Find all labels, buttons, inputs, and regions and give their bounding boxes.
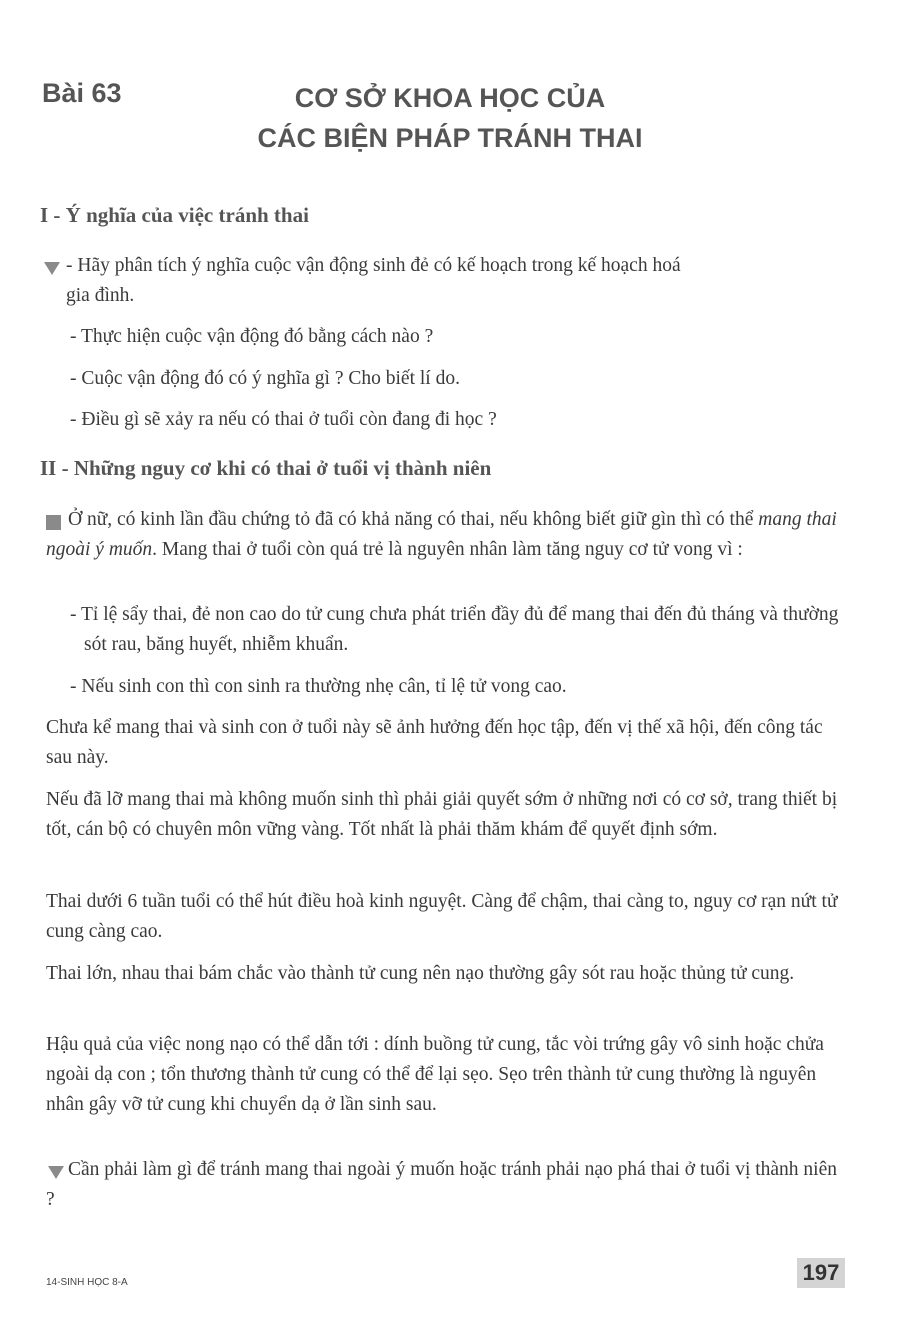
book-label: 14-SINH HỌC 8-A — [46, 1277, 128, 1288]
section2-intro: Ở nữ, có kinh lần đầu chứng tỏ đã có khả năng có thai, nếu không biết giữ gìn thì có thể mang thai ngoài ý muốn. Mang thai ở tuổi còn quá trẻ là nguyên nhân làm tăng nguy cơ tử vong vì : — [46, 509, 837, 560]
section2-heading: II - Những nguy cơ khi có thai ở tuổi vị thành niên — [40, 456, 492, 480]
section2-paragraph: Nếu đã lỡ mang thai mà không muốn sinh thì phải giải quyết sớm ở những nơi có cơ sở, trang thiết bị tốt, cán bộ có chuyên môn vững vàng. Tốt nhất là phải thăm khám để quyết định sớm. — [46, 789, 838, 840]
section2-paragraph: Thai dưới 6 tuần tuổi có thể hút điều hoà kinh nguyệt. Càng để chậm, thai càng to, nguy cơ rạn nứt tử cung càng cao. — [46, 891, 838, 942]
section1-question-line2: gia đình. — [66, 285, 135, 306]
lesson-title-line2: CÁC BIỆN PHÁP TRÁNH THAI — [257, 123, 643, 153]
section1-subquestion: - Cuộc vận động đó có ý nghĩa gì ? Cho biết lí do. — [70, 368, 460, 389]
emphasis-unwanted-pregnancy: mang thai ngoài ý muốn — [46, 509, 837, 560]
down-triangle-icon — [44, 262, 60, 275]
lesson-title — [200, 78, 700, 158]
section1-heading: I - Ý nghĩa của việc tránh thai — [40, 203, 309, 227]
section1-subquestion: - Điều gì sẽ xảy ra nếu có thai ở tuổi còn đang đi học ? — [70, 409, 497, 430]
lesson-title-line1: CƠ SỞ KHOA HỌC CỦA — [294, 83, 606, 113]
section1-question-line1: - Hãy phân tích ý nghĩa cuộc vận động sinh đẻ có kế hoạch trong kế hoạch hoá — [66, 255, 681, 276]
section2-paragraph: Chưa kể mang thai và sinh con ở tuổi này sẽ ảnh hưởng đến học tập, đến vị thế xã hội, đến công tác sau này. — [46, 717, 823, 768]
section1-subquestion: - Thực hiện cuộc vận động đó bằng cách nào ? — [70, 326, 434, 347]
lesson-number: Bài 63 — [42, 78, 122, 108]
section2-bullet: - Nếu sinh con thì con sinh ra thường nhẹ cân, tỉ lệ tử vong cao. — [70, 676, 567, 697]
section2-paragraph: Thai lớn, nhau thai bám chắc vào thành tử cung nên nạo thường gây sót rau hoặc thủng tử cung. — [46, 963, 795, 984]
section2-paragraph: Hậu quả của việc nong nạo có thể dẫn tới : dính buồng tử cung, tắc vòi trứng gây vô sinh hoặc chửa ngoài dạ con ; tổn thương thành tử cung có thể để lại sẹo. Sẹo trên thành tử cung thường là nguyên nhân gây vỡ tử cung khi chuyển dạ ở lần sinh sau. — [46, 1034, 824, 1115]
section2-bullet: - Tỉ lệ sẩy thai, đẻ non cao do tử cung chưa phát triển đầy đủ để mang thai đến đủ tháng và thường sót rau, băng huyết, nhiễm khuẩn. — [70, 604, 839, 655]
page-number: 197 — [797, 1258, 845, 1288]
section2-final-question: Cần phải làm gì để tránh mang thai ngoài ý muốn hoặc tránh phải nạo phá thai ở tuổi vị thành niên ? — [46, 1159, 838, 1210]
